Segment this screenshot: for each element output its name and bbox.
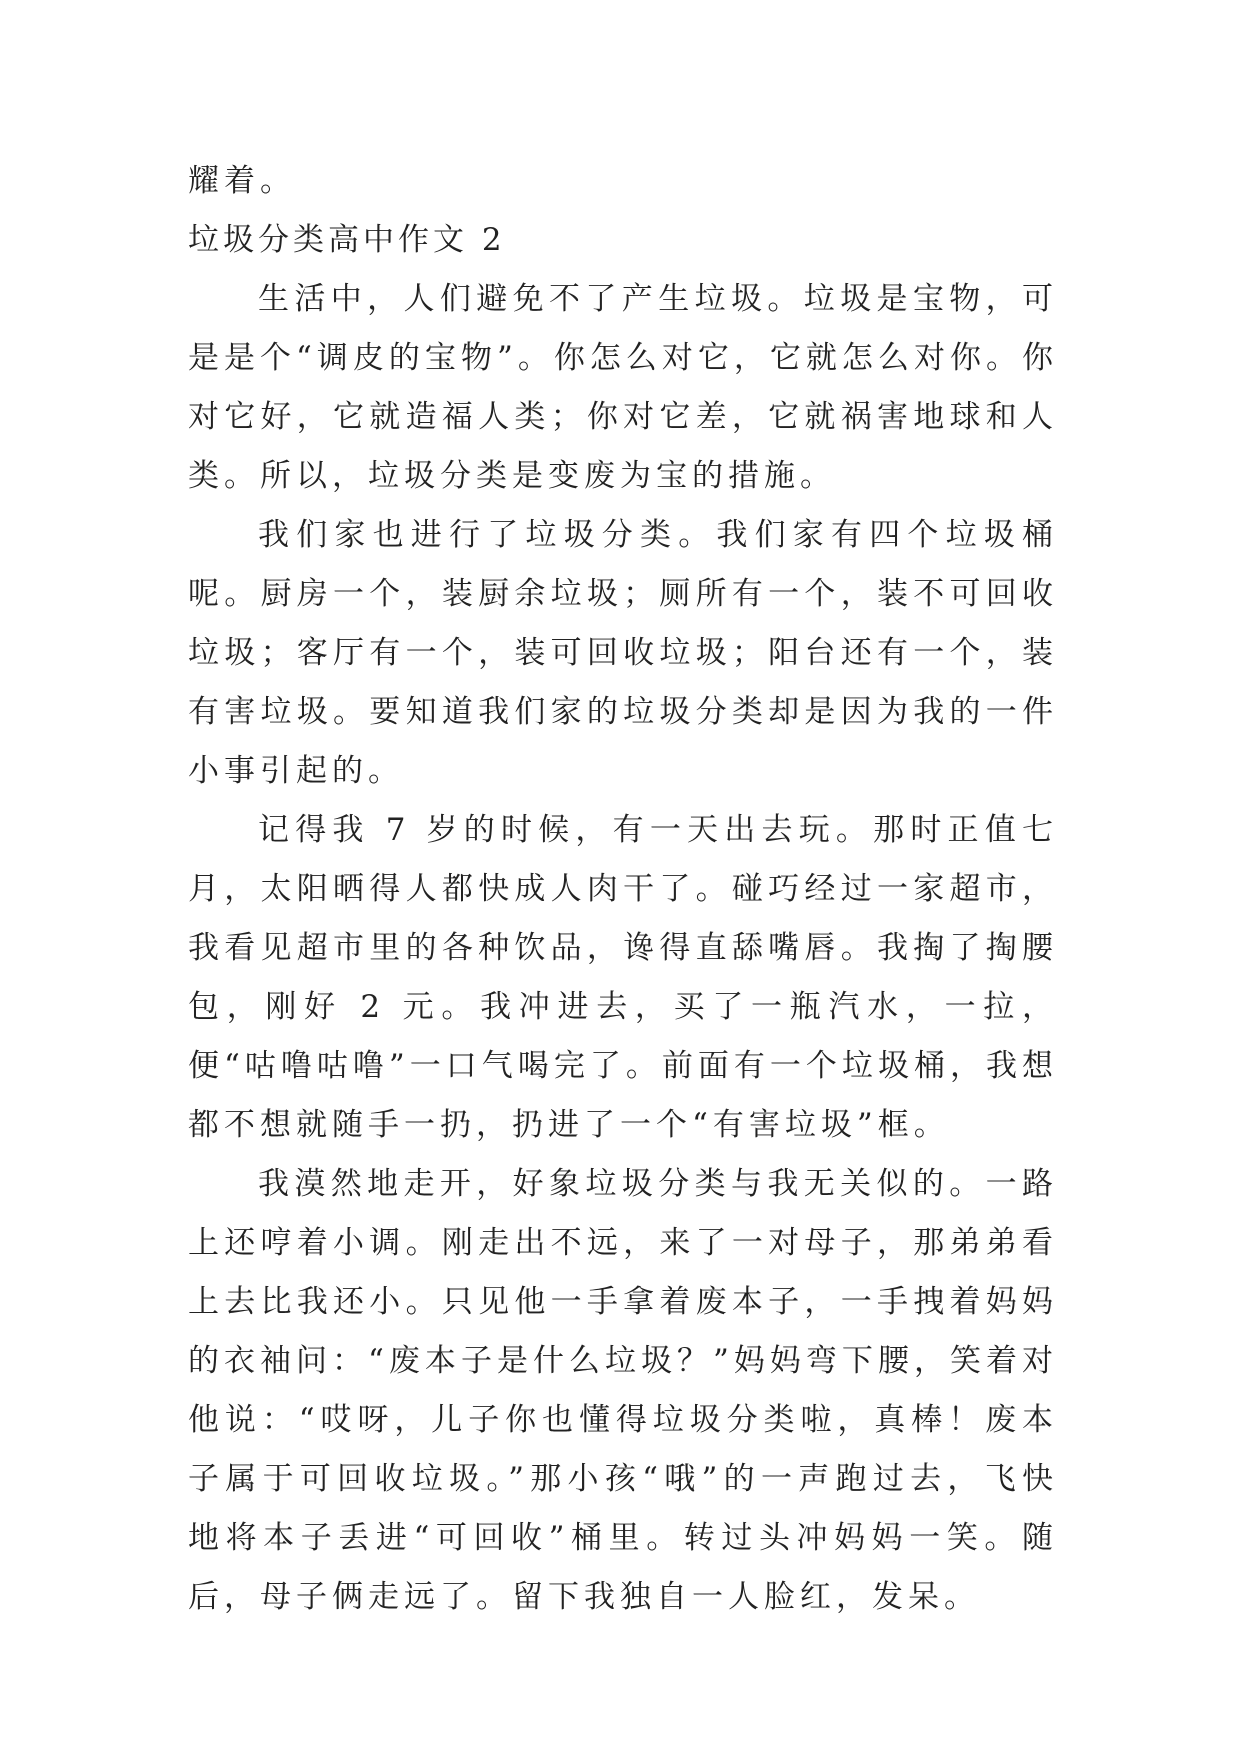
section-heading: 垃圾分类高中作文 2 <box>188 222 506 258</box>
paragraph-2: 我们家也进行了垃圾分类。我们家有四个垃圾桶呢。厨房一个，装厨余垃圾；厕所有一个，装不可回收垃圾；客厅有一个，装可回收垃圾；阳台还有一个，装有害垃圾。要知道我们家的垃圾分类却是因为我的一件小事引起的。 <box>188 517 1058 789</box>
paragraph-4: 我漠然地走开，好象垃圾分类与我无关似的。一路上还哼着小调。刚走出不远，来了一对母子，那弟弟看上去比我还小。只见他一手拿着废本子，一手拽着妈妈的衣袖问：“废本子是什么垃圾？”妈妈弯下腰，笑着对他说：“哎呀，儿子你也懂得垃圾分类啦，真棒！废本子属于可回收垃圾。”那小孩“哦”的一声跑过去，飞快地将本子丢进“可回收”桶里。转过头冲妈妈一笑。随后，母子俩走远了。留下我独自一人脸红，发呆。 <box>188 1166 1058 1615</box>
continued-line: 耀着。 <box>188 163 296 199</box>
paragraph-3: 记得我 7 岁的时候，有一天出去玩。那时正值七月，太阳晒得人都快成人肉干了。碰巧经过一家超市，我看见超市里的各种饮品，谗得直舔嘴唇。我掏了掏腰包，刚好 2 元。我冲进去，买了一瓶汽水，一拉，便“咕噜咕噜”一口气喝完了。前面有一个垃圾桶，我想都不想就随手一扔，扔进了一个“有害垃圾”框。 <box>188 812 1058 1143</box>
paragraph-1: 生活中，人们避免不了产生垃圾。垃圾是宝物，可是是个“调皮的宝物”。你怎么对它，它就怎么对你。你对它好，它就造福人类；你对它差，它就祸害地球和人类。所以，垃圾分类是变废为宝的措施。 <box>188 281 1058 494</box>
document-body <box>188 152 1058 1627</box>
